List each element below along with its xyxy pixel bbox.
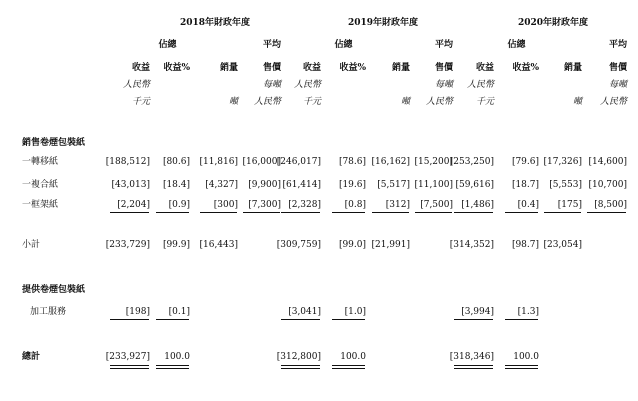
cell-transfer-0: [188,512]	[105, 157, 150, 167]
cell-transfer-10: [17,326]	[543, 157, 582, 167]
header-revenue: 收益	[131, 63, 150, 73]
header-unit-rmb-price: 人民幣	[599, 97, 627, 107]
cell-frame-7: [7,500]	[420, 200, 453, 210]
header-unit-rmb-price: 人民幣	[253, 97, 281, 107]
cell-composite-7: [11,100]	[414, 180, 453, 190]
cell-total-1: 100.0	[164, 352, 190, 362]
cell-frame-5: [0.8]	[344, 200, 366, 210]
header-unit-rmb-price: 人民幣	[425, 97, 453, 107]
double-rule-top-8	[454, 365, 493, 366]
cell-composite-1: [18.4]	[162, 180, 190, 190]
cell-total-8: [318,346]	[449, 352, 494, 362]
cell-composite-6: [5,517]	[377, 180, 410, 190]
header-share-percent: 收益%	[512, 63, 539, 73]
cell-frame-4: [2,328]	[288, 200, 321, 210]
rule-above-subtotal-9	[505, 212, 538, 213]
double-rule-top-9	[505, 365, 538, 366]
cell-transfer-6: [16,162]	[371, 157, 410, 167]
cell-subtotal-10: [23,054]	[543, 240, 582, 250]
cell-transfer-2: [11,816]	[199, 157, 238, 167]
double-rule-bottom-9	[505, 368, 538, 369]
cell-subtotal-4: [309,759]	[276, 240, 321, 250]
cell-transfer-9: [79.6]	[511, 157, 539, 167]
cell-frame-10: [175]	[557, 200, 582, 210]
year-header-2018: 2018年財政年度	[179, 18, 251, 28]
rule-above-subtotal-1	[156, 212, 189, 213]
header-unit-ton: 噸	[400, 97, 410, 107]
cell-service-1: [0.1]	[168, 307, 190, 317]
rule-above-total-9	[505, 319, 538, 320]
cell-transfer-5: [78.6]	[338, 157, 366, 167]
section-title-sales: 銷售卷煙包裝紙	[22, 138, 86, 148]
rule-above-subtotal-0	[110, 212, 149, 213]
rule-above-subtotal-11	[587, 212, 626, 213]
cell-transfer-8: [253,250]	[449, 157, 494, 167]
header-unit-per-ton: 每噸	[608, 80, 627, 90]
cell-transfer-3: [16,000]	[242, 157, 281, 167]
cell-service-9: [1.3]	[517, 307, 539, 317]
row-label-composite-paper: 一複合紙	[22, 180, 59, 190]
rule-above-subtotal-7	[415, 212, 452, 213]
rule-above-total-4	[281, 319, 320, 320]
rule-above-total-5	[332, 319, 365, 320]
cell-composite-3: [9,900]	[248, 180, 281, 190]
header-avg-top: 平均	[262, 40, 281, 50]
cell-frame-2: [300]	[213, 200, 238, 210]
double-rule-bottom-4	[281, 368, 320, 369]
cell-frame-9: [0.4]	[517, 200, 539, 210]
cell-service-8: [3,994]	[461, 307, 494, 317]
double-rule-bottom-0	[110, 368, 149, 369]
header-revenue: 收益	[475, 63, 494, 73]
row-label-subtotal: 小計	[22, 240, 41, 250]
cell-composite-2: [4,327]	[205, 180, 238, 190]
cell-service-5: [1.0]	[344, 307, 366, 317]
cell-total-5: 100.0	[340, 352, 366, 362]
cell-total-0: [233,927]	[105, 352, 150, 362]
rule-above-total-0	[110, 319, 149, 320]
cell-total-9: 100.0	[513, 352, 539, 362]
cell-subtotal-2: [16,443]	[199, 240, 238, 250]
rule-above-total-1	[156, 319, 189, 320]
header-unit-per-ton: 每噸	[434, 80, 453, 90]
row-label-processing-service: 加工服務	[30, 307, 67, 317]
cell-composite-5: [19.6]	[338, 180, 366, 190]
header-share-percent: 收益%	[163, 63, 190, 73]
cell-frame-6: [312]	[385, 200, 410, 210]
double-rule-top-0	[110, 365, 149, 366]
header-share-top: 佔總	[158, 40, 177, 50]
cell-transfer-1: [80.6]	[162, 157, 190, 167]
header-share-top: 佔總	[334, 40, 353, 50]
header-avg-price: 售價	[434, 63, 453, 73]
double-rule-bottom-1	[156, 368, 189, 369]
rule-above-subtotal-6	[372, 212, 409, 213]
header-unit-rmb: 人民幣	[122, 80, 150, 90]
double-rule-bottom-5	[332, 368, 365, 369]
rule-above-subtotal-5	[332, 212, 365, 213]
rule-above-subtotal-3	[243, 212, 280, 213]
header-unit-rmb: 人民幣	[466, 80, 494, 90]
header-avg-top: 平均	[434, 40, 453, 50]
header-share-percent: 收益%	[339, 63, 366, 73]
row-label-frame-paper: 一框架紙	[22, 200, 59, 210]
cell-composite-9: [18.7]	[511, 180, 539, 190]
cell-subtotal-0: [233,729]	[105, 240, 150, 250]
header-unit-thousand: 千元	[131, 97, 150, 107]
row-label-transfer-paper: 一轉移紙	[22, 157, 59, 167]
cell-subtotal-8: [314,352]	[449, 240, 494, 250]
cell-composite-4: [61,414]	[282, 180, 321, 190]
header-unit-per-ton: 每噸	[262, 80, 281, 90]
rule-above-subtotal-8	[454, 212, 493, 213]
cell-total-4: [312,800]	[276, 352, 321, 362]
header-avg-price: 售價	[608, 63, 627, 73]
cell-service-4: [3,041]	[288, 307, 321, 317]
double-rule-top-1	[156, 365, 189, 366]
header-volume: 銷量	[563, 63, 582, 73]
double-rule-top-5	[332, 365, 365, 366]
year-header-2019: 2019年財政年度	[347, 18, 419, 28]
cell-frame-8: [1,486]	[461, 200, 494, 210]
cell-transfer-4: [246,017]	[276, 157, 321, 167]
rule-above-subtotal-2	[200, 212, 237, 213]
cell-transfer-11: [14,600]	[588, 157, 627, 167]
cell-composite-8: [59,616]	[455, 180, 494, 190]
header-volume: 銷量	[219, 63, 238, 73]
rule-above-subtotal-10	[544, 212, 581, 213]
header-revenue: 收益	[302, 63, 321, 73]
cell-service-0: [198]	[125, 307, 150, 317]
rule-above-total-8	[454, 319, 493, 320]
cell-subtotal-5: [99.0]	[338, 240, 366, 250]
double-rule-bottom-8	[454, 368, 493, 369]
cell-frame-1: [0.9]	[168, 200, 190, 210]
year-header-2020: 2020年財政年度	[517, 18, 589, 28]
cell-transfer-7: [15,200]	[414, 157, 453, 167]
header-share-top: 佔總	[507, 40, 526, 50]
cell-frame-11: [8,500]	[594, 200, 627, 210]
header-volume: 銷量	[391, 63, 410, 73]
header-unit-rmb: 人民幣	[293, 80, 321, 90]
cell-frame-3: [7,300]	[248, 200, 281, 210]
cell-frame-0: [2,204]	[117, 200, 150, 210]
header-unit-ton: 噸	[572, 97, 582, 107]
section-title-processing: 提供卷煙包裝紙	[22, 285, 86, 295]
cell-composite-0: [43,013]	[111, 180, 150, 190]
rule-above-subtotal-4	[281, 212, 320, 213]
header-avg-price: 售價	[262, 63, 281, 73]
header-unit-thousand: 千元	[475, 97, 494, 107]
cell-subtotal-1: [99.9]	[162, 240, 190, 250]
cell-subtotal-9: [98.7]	[511, 240, 539, 250]
cell-composite-11: [10,700]	[588, 180, 627, 190]
header-unit-thousand: 千元	[302, 97, 321, 107]
header-unit-ton: 噸	[228, 97, 238, 107]
cell-subtotal-6: [21,991]	[371, 240, 410, 250]
header-avg-top: 平均	[608, 40, 627, 50]
double-rule-top-4	[281, 365, 320, 366]
cell-composite-10: [5,553]	[549, 180, 582, 190]
row-label-total: 總計	[22, 352, 41, 362]
